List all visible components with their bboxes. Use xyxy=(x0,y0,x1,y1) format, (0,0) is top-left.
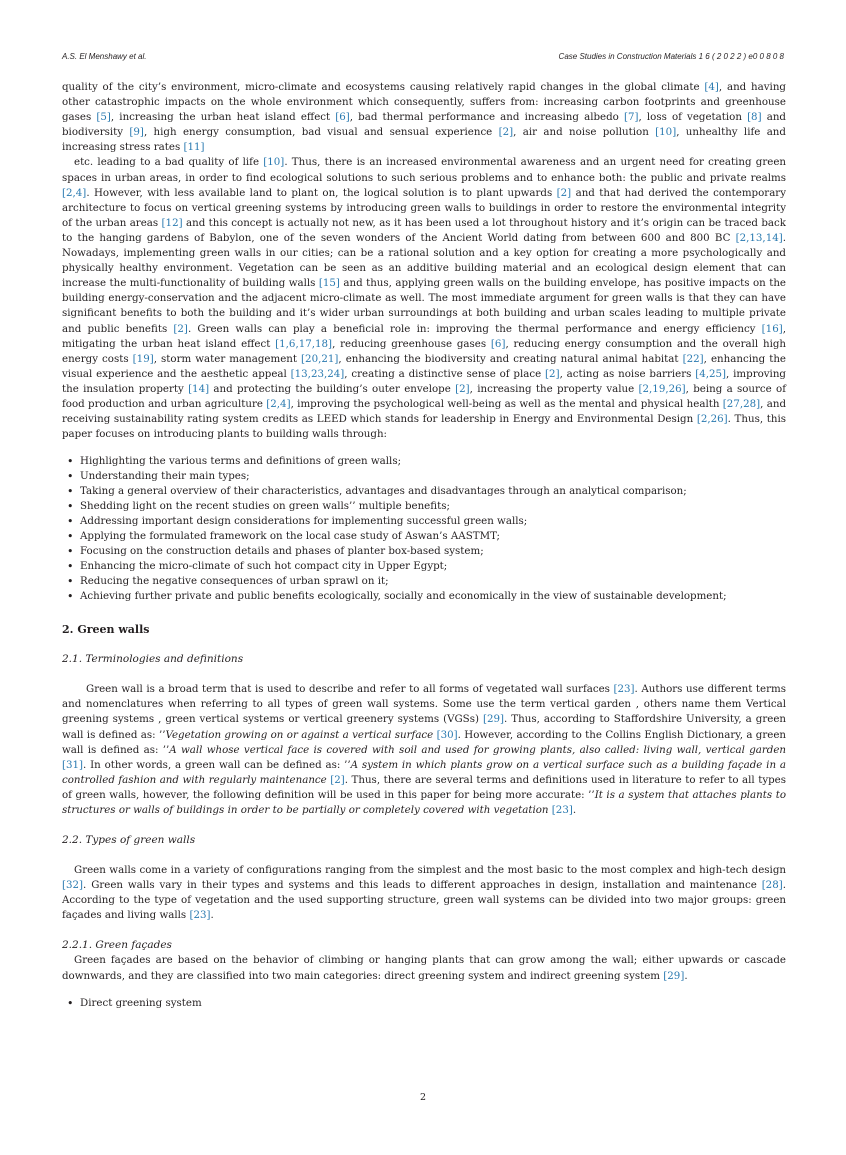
text-run: , acting as noise barriers xyxy=(559,367,696,380)
citation-link: [12] xyxy=(161,216,183,229)
text-run: . Authors use different terms and nomenclatures when referring to all types of green wall systems. Some use the term vertical garden , others name them Vertical greening systems , green vertical systems or vertical greenery systems (VGSs) xyxy=(62,683,786,726)
text-run: , reducing greenhouse gases xyxy=(332,337,491,350)
citation-link: [23] xyxy=(551,804,573,816)
text-run: . However, according to the Collins English Dictionary, a green wall is defined as: ’’ xyxy=(62,728,786,756)
list-item: • Achieving further private and public benefits ecologically, socially and economically in the view of sustainable development; xyxy=(80,589,786,604)
list-item: • Direct greening system xyxy=(80,996,786,1011)
citation-link: [5] xyxy=(96,111,111,124)
list-item: • Enhancing the micro-climate of such hot compact city in Upper Egypt; xyxy=(80,559,786,574)
list-item: • Reducing the negative consequences of urban sprawl on it; xyxy=(80,574,786,589)
header-journal: Case Studies in Construction Materials 1 6 ( 2 0 2 2 ) e0 0 8 0 8 xyxy=(558,52,784,61)
citation-link: [2] xyxy=(455,382,470,395)
list-item: • Highlighting the various terms and definitions of green walls; xyxy=(80,454,786,469)
text-run: . Green walls can play a beneficial role in: improving the thermal performance and energy efficiency xyxy=(187,322,762,335)
text-run: , reducing energy consumption and the overall high energy costs xyxy=(62,337,787,365)
text-run: , air and noise pollution xyxy=(513,126,656,139)
definition-quote: Vegetation growing on or against a vertical surface xyxy=(165,728,437,741)
citation-link: [30] xyxy=(436,728,458,741)
citation-link: [4] xyxy=(704,81,719,93)
text-run: quality of the city’s environment, micro-climate and ecosystems causing relatively rapid changes in the global climate xyxy=(62,81,705,93)
citation-link: [10] xyxy=(263,156,285,169)
text-run: and biodiversity xyxy=(62,111,786,139)
green-facades-paragraph xyxy=(62,953,786,983)
subsection-heading-types: 2.2. Types of green walls xyxy=(62,834,196,847)
subsubsection-heading-green-facades: 2.2.1. Green façades xyxy=(62,939,172,952)
citation-link: [7] xyxy=(623,111,639,124)
citation-link: [2,4] xyxy=(62,186,87,199)
text-run: etc. leading to a bad quality of life xyxy=(74,156,264,169)
text-run: . Thus, this paper focuses on introducing plants to building walls through: xyxy=(62,413,786,441)
text-run: . xyxy=(210,909,214,922)
text-run: , loss of vegetation xyxy=(638,111,748,124)
subsection-heading-terminologies: 2.1. Terminologies and definitions xyxy=(62,653,244,666)
list-item: • Applying the formulated framework on the local case study of Aswan’s AASTMT; xyxy=(80,529,786,544)
text-run: and that had derived the contemporary architecture to focus on vertical greening systems by introducing green walls to buildings in order to restore the environmental integrity of the urban areas xyxy=(62,186,786,229)
citation-link: [28] xyxy=(761,879,783,892)
citation-link: [6] xyxy=(335,111,350,124)
citation-link: [31] xyxy=(62,758,84,771)
types-paragraph xyxy=(62,863,786,923)
citation-link: [23] xyxy=(189,909,211,922)
text-run: , high energy consumption, bad visual and sensual experience xyxy=(143,126,499,139)
text-run: . Green walls vary in their types and systems and this leads to different approaches in design, installation and maintenance xyxy=(83,879,762,892)
citation-link: [1,6,17,18] xyxy=(275,337,333,350)
text-run: . Thus, there is an increased environmental awareness and an urgent need for creating green spaces in urban areas, in order to find ecological solutions to such serious problems and to enhance both: the public and private realms xyxy=(62,156,786,184)
citation-link: [15] xyxy=(318,277,340,290)
page-number: 2 xyxy=(419,1092,427,1103)
text-run: . Nowadays, implementing green walls in our cities; can be a rational solution and a key option for creating a more psychologically and physically healthy environment. Vegetation can be seen as an additive building material and an ecological design element that can increase the multi-functionality of building walls xyxy=(62,231,786,290)
citation-link: [8] xyxy=(747,111,762,124)
text-run: , increasing the property value xyxy=(469,382,639,395)
citation-link: [32] xyxy=(62,879,84,892)
citation-link: [27,28] xyxy=(722,397,761,410)
header-authors: A.S. El Menshawy et al. xyxy=(62,52,147,61)
text-run: . In other words, a green wall can be defined as: ’’ xyxy=(83,758,351,771)
list-item: • Understanding their main types; xyxy=(80,469,786,484)
text-run: , unhealthy life and increasing stress rates xyxy=(62,126,786,154)
definition-quote: A system in which plants grow on a vertical surface such as a building façade in a controlled fashion and with regularly maintenance xyxy=(62,758,786,786)
citation-link: [29] xyxy=(482,713,505,726)
citation-link: [2] xyxy=(330,773,345,786)
text-run: , being a source of food production and urban agriculture xyxy=(62,382,786,410)
citation-link: [2] xyxy=(173,322,188,335)
text-run: and thus, applying green walls on the building envelope, has positive impacts on the building energy-conservation and the adjacent micro-climate as well. The most immediate argument for green walls is that they can have significant benefits to both the building and it’s wider urban surroundings at both building and urban scales leading to multiple private and public benefits xyxy=(62,277,786,335)
citation-link: [2] xyxy=(556,186,572,199)
list-item: • Shedding light on the recent studies on green walls’’ multiple benefits; xyxy=(80,499,786,514)
citation-link: [19] xyxy=(132,352,154,365)
citation-link: [13,23,24] xyxy=(290,367,345,380)
text-run: . Thus, according to Staffordshire University, a green wall is defined as: ’’ xyxy=(62,713,786,741)
citation-link: [2,26] xyxy=(696,413,728,426)
text-run: , storm water management xyxy=(153,352,302,365)
definition-quote: A wall whose vertical face is covered with soil and used for growing plants, also called: living wall, vertical garden xyxy=(169,743,786,756)
terminologies-paragraph xyxy=(62,682,786,818)
list-item: • Addressing important design considerations for implementing successful green walls; xyxy=(80,514,786,529)
citation-link: [2,13,14] xyxy=(735,231,783,244)
text-run: . Thus, there are several terms and definitions used in literature to refer to all types of green walls, however, the following definition will be used in this paper for being more accurate: ’’ xyxy=(62,773,786,801)
intro-paragraph-2 xyxy=(62,155,786,442)
section-heading-green-walls: 2. Green walls xyxy=(62,623,150,637)
list-item: • Focusing on the construction details and phases of planter box-based system; xyxy=(80,544,786,559)
citation-link: [10] xyxy=(655,126,677,139)
text-run: . However, with less available land to plant on, the logical solution is to plant upwards xyxy=(86,186,557,199)
aims-list xyxy=(62,454,786,604)
text-run: , improving the psychological well-being as well as the mental and physical health xyxy=(290,397,723,410)
text-run: Green façades are based on the behavior of climbing or hanging plants that can grow among the wall; either upwards or cascade downwards, and they are classified into two main categories: direct greening system and indirect greening system xyxy=(62,954,786,982)
citation-link: [4,25] xyxy=(695,367,727,380)
text-run: Green walls come in a variety of configurations ranging from the simplest and the most basic to the most complex and high-tech design xyxy=(74,864,786,877)
article-body xyxy=(62,80,786,1011)
text-run: Green wall is a broad term that is used to describe and refer to all forms of vegetated wall surfaces xyxy=(86,683,614,696)
citation-link: [11] xyxy=(183,141,205,154)
citation-link: [23] xyxy=(613,683,635,696)
facade-types-list xyxy=(62,996,786,1011)
citation-link: [20,21] xyxy=(301,352,339,365)
text-run: , enhancing the biodiversity and creating natural animal habitat xyxy=(338,352,683,365)
citation-link: [2,19,26] xyxy=(638,382,686,395)
text-run: , mitigating the urban heat island effect xyxy=(62,322,786,350)
text-run: . xyxy=(572,804,577,816)
citation-link: [6] xyxy=(490,337,506,350)
text-run: . According to the type of vegetation and the used supporting structure, green wall systems can be divided into two major groups: green façades and living walls xyxy=(62,879,786,922)
text-run: and protecting the building’s outer envelope xyxy=(209,382,456,395)
text-run: , increasing the urban heat island effect xyxy=(110,111,336,124)
text-run: , and receiving sustainability rating system credits as LEED which stands for leadership in Energy and Environmental Design xyxy=(62,397,787,426)
text-run: , improving the insulation property xyxy=(62,367,786,395)
running-header xyxy=(62,52,784,61)
citation-link: [16] xyxy=(761,322,783,335)
citation-link: [14] xyxy=(188,382,210,395)
citation-link: [2] xyxy=(498,126,514,139)
citation-link: [2] xyxy=(545,367,560,380)
text-run: , and having other catastrophic impacts on the whole environment which consequently, suffers from: increasing carbon footprints and greenhouse gases xyxy=(62,81,786,124)
text-run: , creating a distinctive sense of place xyxy=(344,367,546,380)
text-run: and this concept is actually not new, as it has been used a lot throughout history and it’s origin can be traced back to the hanging gardens of Babylon, one of the seven wonders of the Ancient World dating from between 600 and 800 BC xyxy=(62,216,786,244)
citation-link: [22] xyxy=(682,352,704,365)
citation-link: [2,4] xyxy=(266,397,291,410)
text-run: , enhancing the visual experience and the aesthetic appeal xyxy=(62,352,786,380)
intro-paragraph-1 xyxy=(62,80,786,155)
definition-quote: It is a system that attaches plants to structures or walls of buildings in order to be partially or completely covered with vegetation xyxy=(62,788,786,816)
list-item: • Taking a general overview of their characteristics, advantages and disadvantages through an analytical comparison; xyxy=(80,484,786,499)
citation-link: [9] xyxy=(129,126,144,139)
text-run: . xyxy=(684,969,688,982)
citation-link: [29] xyxy=(663,969,685,982)
text-run: , bad thermal performance and increasing albedo xyxy=(349,111,624,124)
